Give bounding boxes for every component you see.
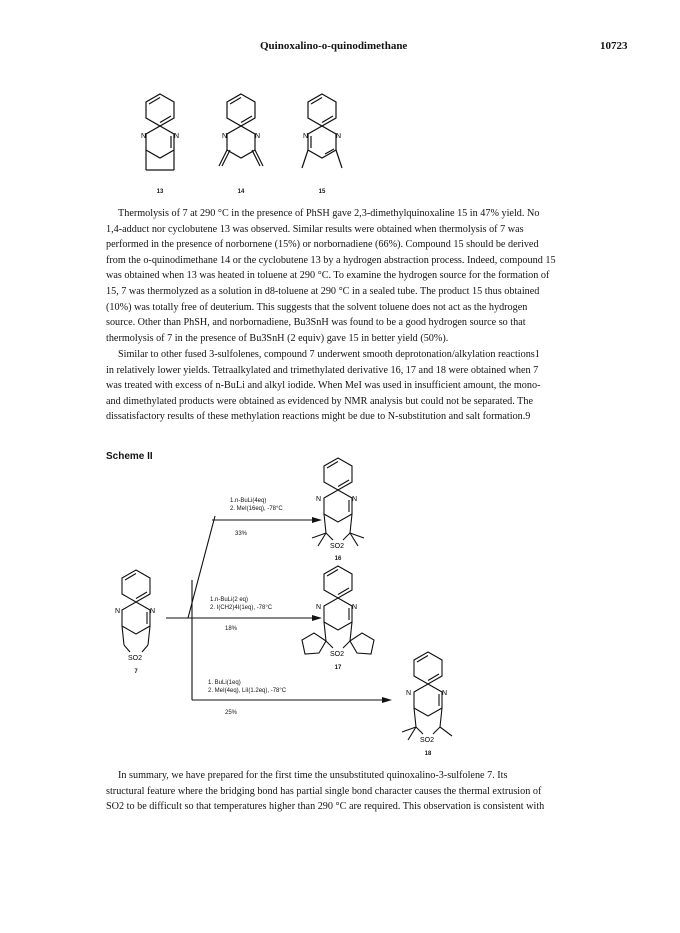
compound-label-16: 16 <box>334 556 342 562</box>
text-line: 1,4-adduct nor cyclobutene 13 was observed. Similar results were obtained when thermolysis of 7 was <box>106 223 524 235</box>
text-line: Thermolysis of 7 at 290 °C in the presence of PhSH gave 2,3-dimethylquinoxaline 15 in 47% yield. No <box>118 208 540 219</box>
atom-label-n: N <box>316 604 322 611</box>
running-head-title: Quinoxalino-o-quinodimethane <box>260 40 408 52</box>
paragraph-alkylation <box>106 347 592 425</box>
text-line: structural feature where the bridging bond has partial single bond character causes the thermal extrusion of <box>106 785 542 797</box>
so2-group-label: SO2 <box>420 737 435 744</box>
atom-label-n: N <box>336 133 342 140</box>
atom-label-n: N <box>406 690 412 697</box>
text-line: in relatively lower yields. Tetraalkylated and trimethylated derivative 16, 17 and 18 were obtained when 7 <box>106 364 539 376</box>
text-line: was obtained when 13 was heated in toluene at 290 °C. To examine the hydrogen source for the formation of <box>106 270 550 282</box>
compound-label-7: 7 <box>134 669 138 675</box>
arrowhead <box>312 615 322 621</box>
arrowhead <box>312 517 322 523</box>
compound-label-17: 17 <box>334 665 342 671</box>
text-line: and dimethylated products were obtained as evidenced by NMR analysis but could not be separated. The <box>106 395 533 407</box>
condition-step-1: 1.n-BuLi(4eq) <box>230 498 267 504</box>
atom-label-n: N <box>352 604 358 611</box>
scheme-ii-reaction-diagram <box>0 440 680 770</box>
compound-label-14: 14 <box>237 189 245 195</box>
atom-label-n: N <box>150 608 156 615</box>
condition-step-2: 2. I(CH2)4I(1eq), -78°C <box>210 605 273 611</box>
structure-15-dimethylquinoxaline <box>292 88 352 198</box>
route-18-conditions <box>208 679 286 695</box>
condition-step-2: 2. MeI(16eq), -78°C <box>230 506 283 512</box>
route-18-yield: 25% <box>225 710 238 716</box>
condition-step-2: 2. MeI(4eq), LiI(1.2eq), -78°C <box>208 688 287 694</box>
text-line: Similar to other fused 3-sulfolenes, compound 7 underwent smooth deprotonation/alkylation reactions1 <box>118 349 540 360</box>
text-line: 15, 7 was thermolyzed as a solution in d8-toluene at 290 °C in a sealed tube. The product 15 thus obtained <box>106 285 540 297</box>
text-line: (10%) was totally free of deuterium. This suggests that the solvent toluene does not act as the hydrogen <box>106 301 528 313</box>
scheme-label: Scheme II <box>106 451 153 462</box>
atom-label-n: N <box>115 608 121 615</box>
text-line: In summary, we have prepared for the first time the unsubstituted quinoxalino-3-sulfolene 7. Its <box>118 770 508 781</box>
compound-label-18: 18 <box>424 751 432 757</box>
condition-step-1: 1. BuLi(1eq) <box>208 680 241 686</box>
condition-step-1: 1.n-BuLi(2 eq) <box>210 597 249 603</box>
text-line: SO2 to be difficult so that temperatures higher than 290 °C are required. This observation is consistent with <box>106 801 545 813</box>
arrowhead <box>382 697 392 703</box>
route-16-conditions <box>230 497 283 513</box>
route-17-conditions <box>210 596 272 612</box>
compound-label-15: 15 <box>318 189 326 195</box>
text-line: dissatisfactory results of these methylation reactions might be due to N-substitution and salt formation.9 <box>106 411 531 423</box>
so2-group-label: SO2 <box>128 655 143 662</box>
compound-label-13: 13 <box>156 189 164 195</box>
structure-13-cyclobutene <box>130 88 190 198</box>
paragraph-summary <box>106 768 592 815</box>
text-line: source. Other than PhSH, and norbornadiene, Bu3SnH was found to be a good hydrogen source so that <box>106 317 526 329</box>
text-line: thermolysis of 7 in the presence of Bu3SnH (2 equiv) gave 15 in better yield (50%). <box>106 332 449 344</box>
atom-label-n: N <box>303 133 309 140</box>
text-line: from the o-quinodimethane 14 or the cyclobutene 13 by a hydrogen abstraction process. Indeed, compound 15 <box>106 254 556 266</box>
atom-label-n: N <box>222 133 228 140</box>
route-17-yield: 18% <box>225 626 238 632</box>
page-number: 10723 <box>600 40 628 52</box>
so2-group-label: SO2 <box>330 543 345 550</box>
atom-label-n: N <box>141 133 147 140</box>
structure-14-quinodimethane <box>211 88 271 198</box>
atom-label-n: N <box>442 690 448 697</box>
route-16-yield: 33% <box>235 531 248 537</box>
atom-label-n: N <box>174 133 180 140</box>
atom-label-n: N <box>255 133 261 140</box>
so2-group-label: SO2 <box>330 651 345 658</box>
atom-label-n: N <box>316 496 322 503</box>
paragraph-thermolysis <box>106 206 592 346</box>
text-line: was treated with excess of n-BuLi and alkyl iodide. When MeI was used in insufficient amount, the mono- <box>106 380 541 392</box>
atom-label-n: N <box>352 496 358 503</box>
text-line: performed in the presence of norbornene (15%) or norbornadiene (66%). Compound 15 should be derived <box>106 239 539 251</box>
